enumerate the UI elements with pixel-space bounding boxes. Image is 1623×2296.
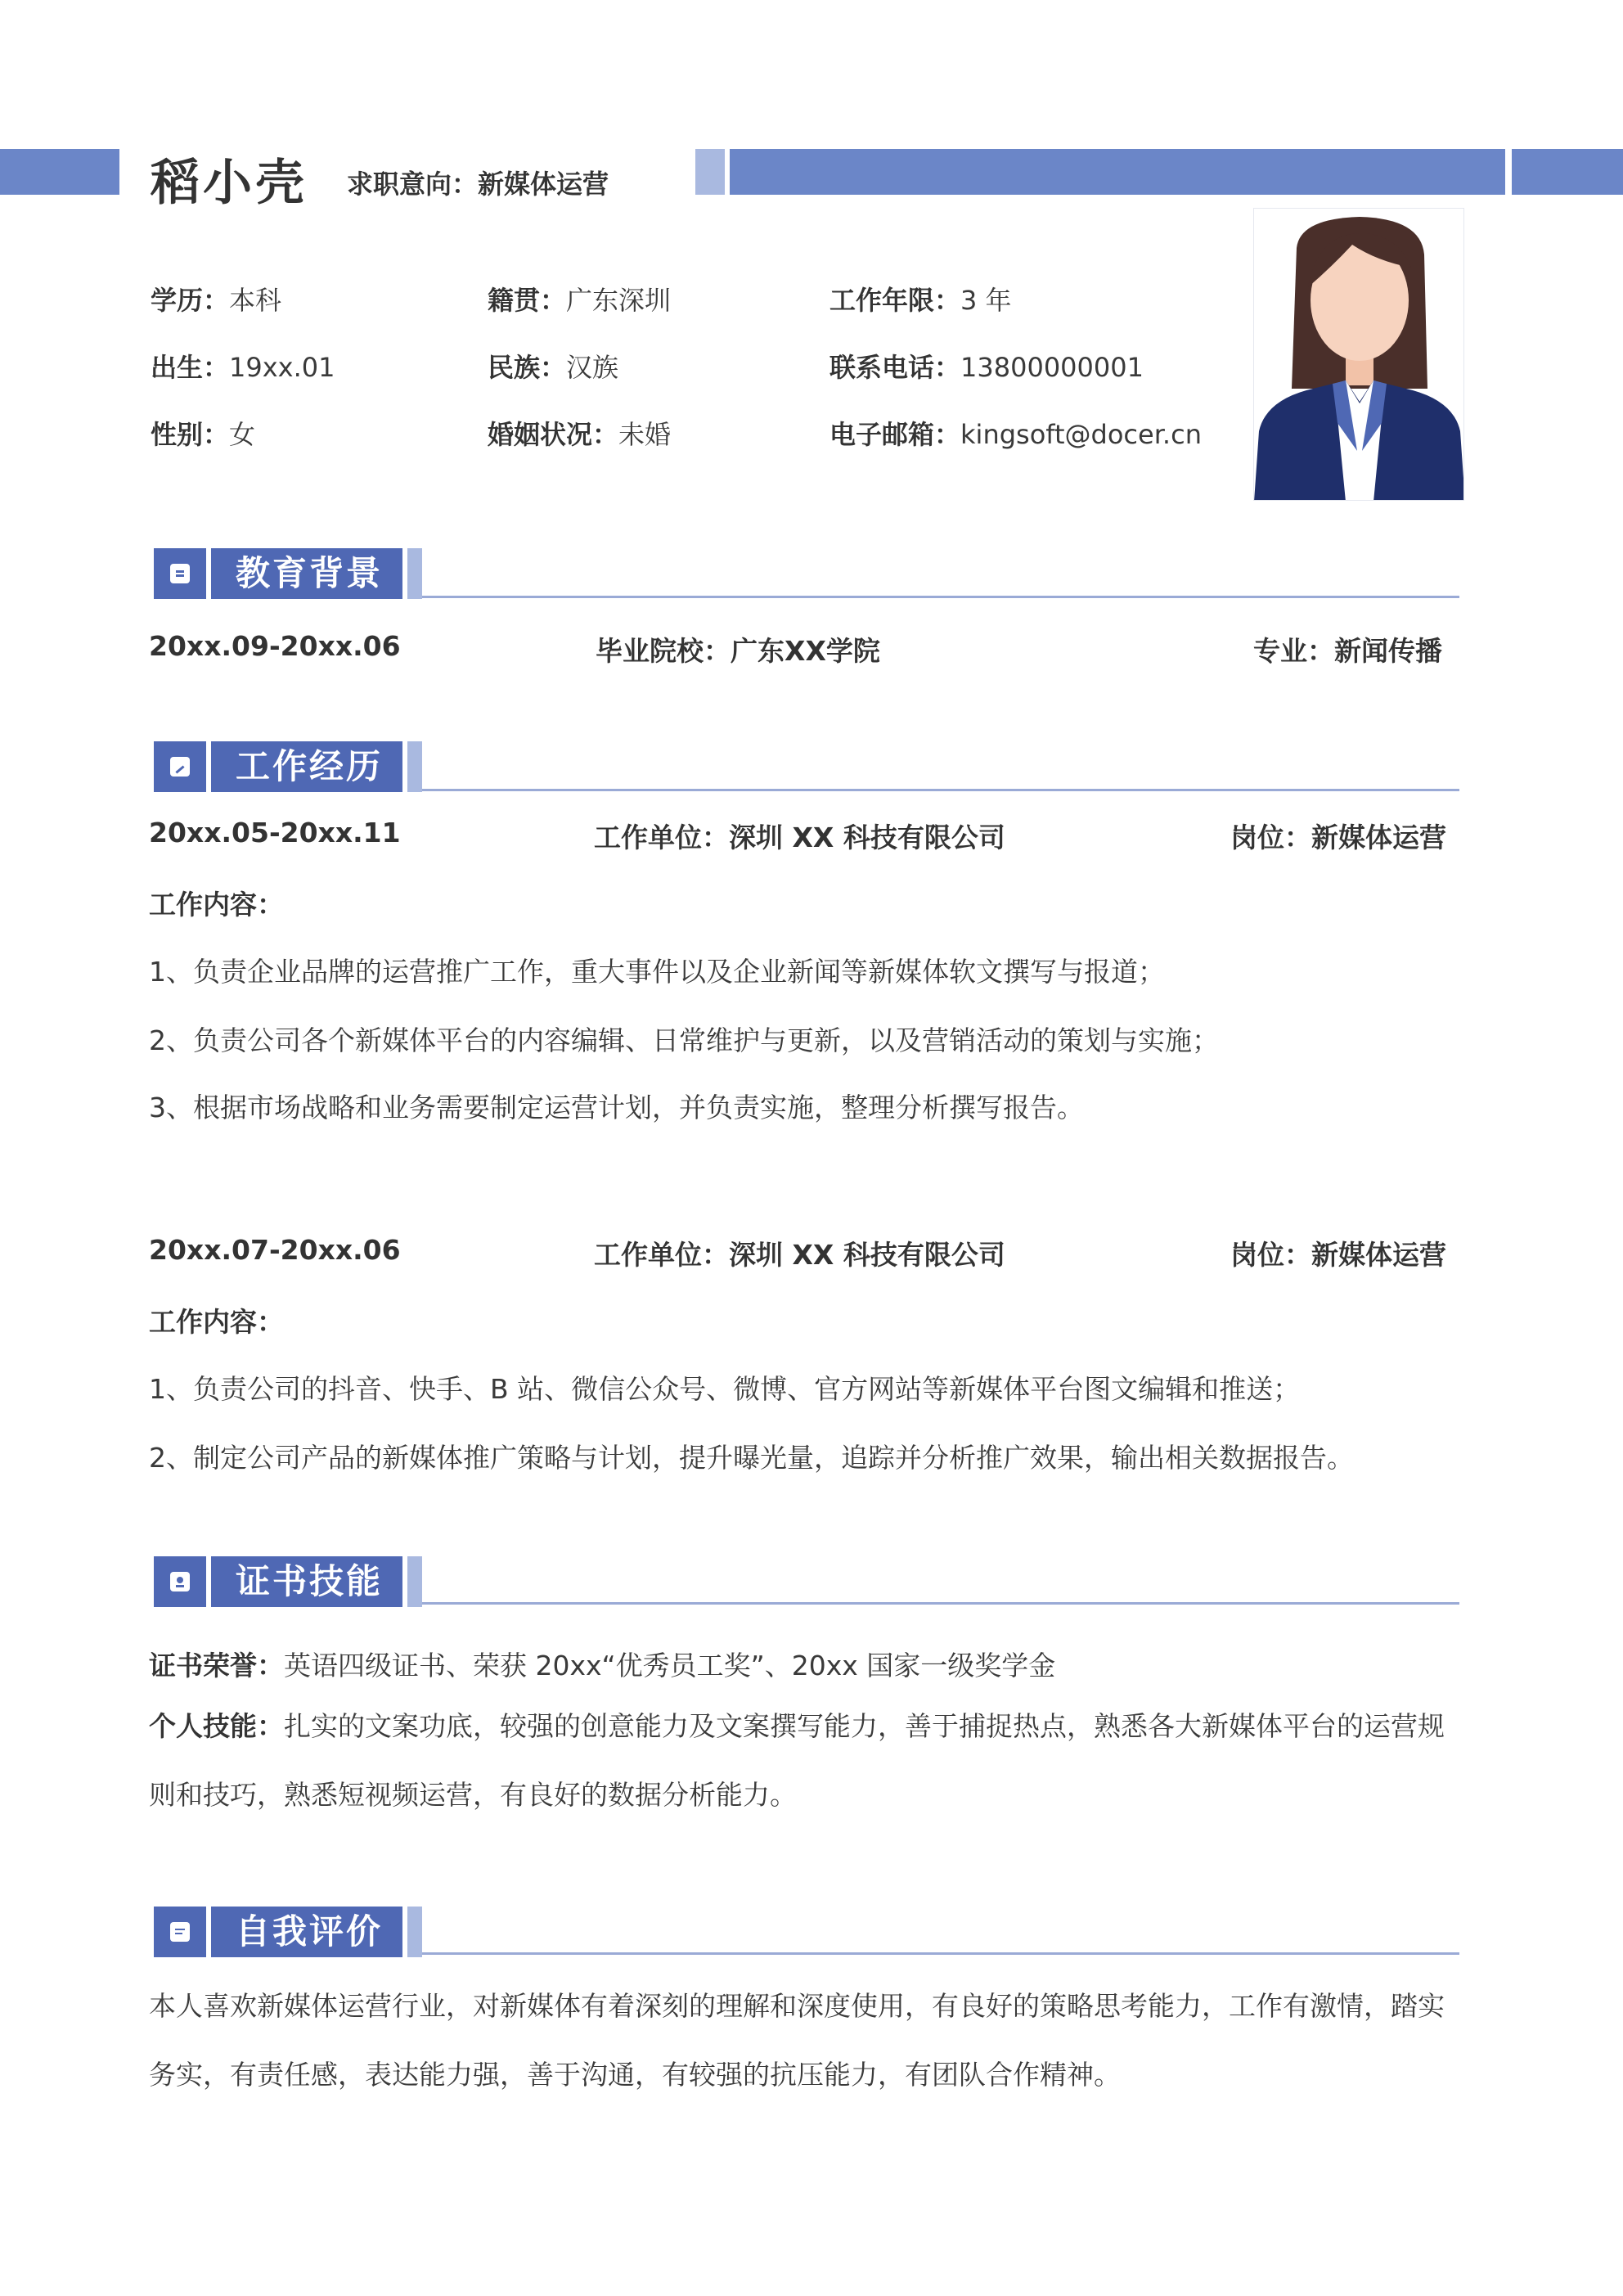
info-years-value: 3 年 [960,285,1012,316]
job-1-item: 1、负责企业品牌的运营推广工作，重大事件以及企业新闻等新媒体软文撰写与报道； [149,956,1165,988]
skills-title-strip [407,1556,422,1607]
work-icon [154,741,206,792]
info-email-label: 电子邮箱： [829,419,961,450]
self-eval-title-strip [407,1907,422,1957]
job-intent-label: 求职意向： [347,169,479,200]
info-email-value: kingsoft@docer.cn [960,419,1202,450]
info-phone [829,347,1144,385]
info-education-value: 本科 [229,285,282,316]
job-2-position: 岗位：新媒体运营 [1230,1239,1446,1271]
info-marital-label: 婚姻状况： [488,419,619,450]
header-band-middle [730,149,1505,195]
education-divider [422,596,1459,598]
job-intent [347,164,609,201]
info-years [829,280,1012,317]
avatar-photo [1253,208,1464,501]
job-intent-value: 新媒体运营 [478,169,609,200]
education-period: 20xx.09-20xx.06 [149,630,401,662]
personal-skills [149,1692,1458,1830]
education-section-title: 教育背景 [211,548,402,599]
job-2-content-label: 工作内容： [149,1306,284,1338]
info-birth [151,347,335,385]
education-school: 毕业院校：广东XX学院 [596,635,880,667]
job-2-item: 2、制定公司产品的新媒体推广策略与计划，提升曝光量，追踪并分析推广效果，输出相关数据报告。 [149,1442,1354,1474]
info-birth-value: 19xx.01 [229,352,335,383]
certificates [149,1645,1055,1683]
self-eval-section-title: 自我评价 [211,1907,402,1957]
info-origin-value: 广东深圳 [566,285,672,316]
info-years-label: 工作年限： [829,285,961,316]
skills-icon-glyph [170,1572,190,1591]
info-education [151,280,281,317]
info-ethnicity-value: 汉族 [566,352,619,383]
info-phone-value: 13800000001 [960,352,1144,383]
education-major: 专业：新闻传播 [1253,635,1442,667]
work-section-title: 工作经历 [211,741,402,792]
info-origin [488,280,671,317]
certificates-label: 证书荣誉： [149,1650,284,1681]
job-2-item: 1、负责公司的抖音、快手、B 站、微信公众号、微博、官方网站等新媒体平台图文编辑和推送； [149,1373,1301,1405]
info-ethnicity [488,347,618,385]
education-title-strip [407,548,422,599]
job-1-content-label: 工作内容： [149,889,284,921]
info-email [829,414,1202,452]
personal-skills-label: 个人技能： [149,1710,284,1742]
self-eval-divider [422,1952,1459,1955]
work-title-strip [407,741,422,792]
job-1-position: 岗位：新媒体运营 [1230,822,1446,853]
work-divider [422,789,1459,791]
info-marital-value: 未婚 [618,419,672,450]
info-gender-label: 性别： [151,419,230,450]
education-icon [154,548,206,599]
info-gender-value: 女 [229,419,256,450]
skills-divider [422,1602,1459,1605]
education-icon-glyph [170,564,190,583]
info-ethnicity-label: 民族： [488,352,567,383]
skills-section-title: 证书技能 [211,1556,402,1607]
self-eval-icon [154,1907,206,1957]
job-2-period: 20xx.07-20xx.06 [149,1234,401,1266]
header-band-left [0,149,119,195]
header-band-small [695,149,725,195]
avatar-illustration [1254,209,1464,501]
job-1-company: 工作单位：深圳 XX 科技有限公司 [594,822,1005,853]
self-eval-icon-glyph [170,1922,190,1942]
candidate-name: 稻小壳 [151,155,308,212]
self-eval-text: 本人喜欢新媒体运营行业，对新媒体有着深刻的理解和深度使用，有良好的策略思考能力，工作有激情，踏实务实，有责任感，表达能力强，善于沟通，有较强的抗压能力，有团队合作精神。 [149,1990,1445,2091]
personal-skills-value: 扎实的文案功底，较强的创意能力及文案撰写能力，善于捕捉热点，熟悉各大新媒体平台的运营规则和技巧，熟悉短视频运营，有良好的数据分析能力。 [149,1710,1445,1811]
header-band-right [1512,149,1623,195]
info-marital [488,414,671,452]
info-phone-label: 联系电话： [829,352,961,383]
job-2-company: 工作单位：深圳 XX 科技有限公司 [594,1239,1005,1271]
job-1-item: 3、根据市场战略和业务需要制定运营计划，并负责实施，整理分析撰写报告。 [149,1092,1084,1123]
job-1-item: 2、负责公司各个新媒体平台的内容编辑、日常维护与更新，以及营销活动的策划与实施； [149,1024,1219,1056]
info-education-label: 学历： [151,285,230,316]
certificates-value: 英语四级证书、荣获 20xx“优秀员工奖”、20xx 国家一级奖学金 [284,1650,1056,1681]
info-birth-label: 出生： [151,352,230,383]
info-gender [151,414,255,452]
info-origin-label: 籍贯： [488,285,567,316]
skills-icon [154,1556,206,1607]
work-icon-glyph [170,757,190,777]
job-1-period: 20xx.05-20xx.11 [149,817,401,849]
